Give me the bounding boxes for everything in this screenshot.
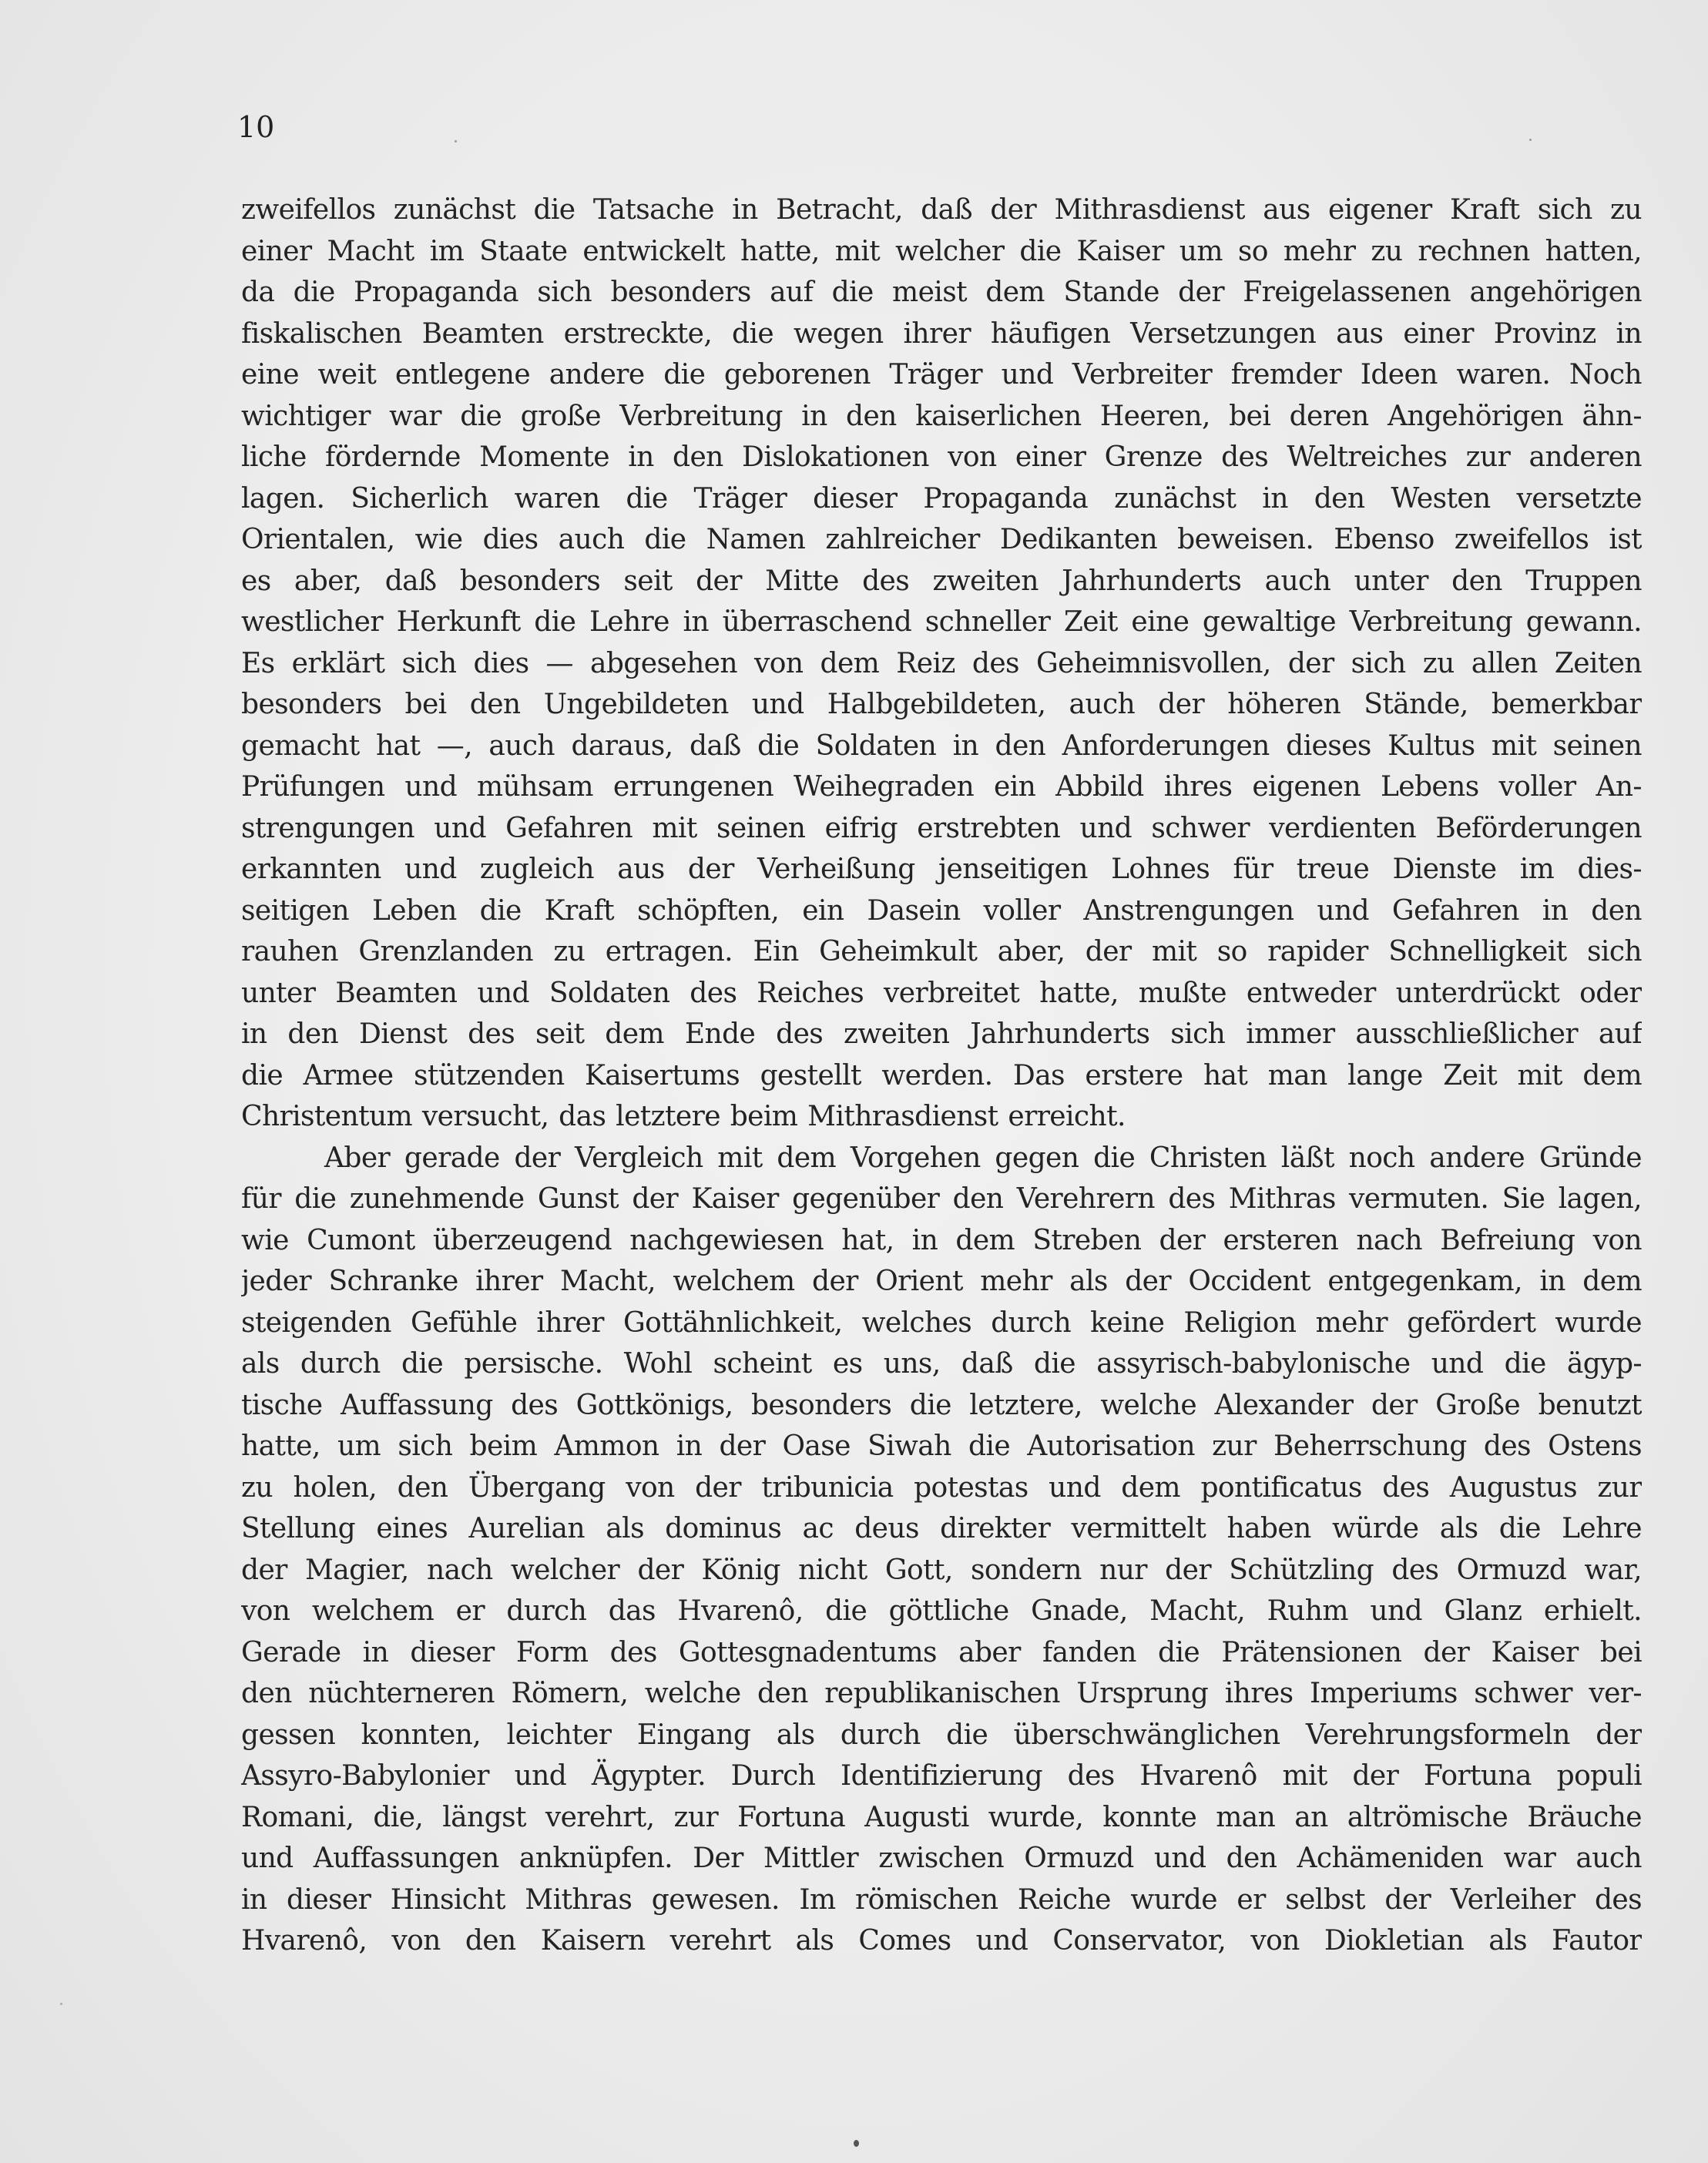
text-line: besonders bei den Ungebildeten und Halbgebildeten, auch der höheren Stände, bemerkbar bbox=[241, 689, 1642, 720]
text-line: steigenden Gefühle ihrer Gottähnlichkeit, welches durch keine Religion mehr gefördert wurde bbox=[241, 1306, 1642, 1339]
text-line: Aber gerade der Vergleich mit dem Vorgehen gegen die Christen läßt noch andere Gründe bbox=[324, 1142, 1642, 1174]
text-line: Christentum versucht, das letztere beim Mithrasdienst erreicht. bbox=[241, 1101, 1126, 1132]
text-line: einer Macht im Staate entwickelt hatte, mit welcher die Kaiser um so mehr zu rechnen hatten, bbox=[241, 235, 1642, 267]
text-line: liche fördernde Momente in den Dislokationen von einer Grenze des Weltreiches zur anderen bbox=[241, 441, 1642, 473]
text-line: den nüchterneren Römern, welche den republikanischen Ursprung ihres Imperiums schwer ver- bbox=[241, 1678, 1642, 1709]
text-line: tische Auffassung des Gottkönigs, besonders die letztere, welche Alexander der Große benutzt bbox=[241, 1389, 1642, 1421]
text-line: Es erklärt sich dies — abgesehen von dem Reiz des Geheimnisvollen, der sich zu allen Zeiten bbox=[241, 647, 1642, 679]
text-line: zu holen, den Übergang von der tribunicia potestas und dem pontificatus des Augustus zur bbox=[241, 1471, 1642, 1504]
text-line: Prüfungen und mühsam errungenen Weihegraden ein Abbild ihres eigenen Lebens voller An- bbox=[241, 771, 1642, 803]
text-line: westlicher Herkunft die Lehre in überraschend schneller Zeit eine gewaltige Verbreitung gewann. bbox=[241, 606, 1642, 638]
body-text bbox=[241, 189, 1642, 1962]
text-line: rauhen Grenzlanden zu ertragen. Ein Geheimkult aber, der mit so rapider Schnelligkeit sich bbox=[241, 936, 1642, 967]
text-line: jeder Schranke ihrer Macht, welchem der Orient mehr als der Occident entgegenkam, in dem bbox=[241, 1266, 1642, 1297]
text-line: und Auffassungen anknüpfen. Der Mittler zwischen Ormuzd und den Achämeniden war auch bbox=[241, 1843, 1642, 1874]
text-line: gessen konnten, leichter Eingang als durch die überschwänglichen Verehrungsformeln der bbox=[241, 1719, 1642, 1751]
text-line: Gerade in dieser Form des Gottesgnadentums aber fanden die Prätensionen der Kaiser bei bbox=[241, 1636, 1642, 1668]
text-line: zweifellos zunächst die Tatsache in Betracht, daß der Mithrasdienst aus eigener Kraft sich zu bbox=[241, 194, 1642, 226]
text-line: es aber, daß besonders seit der Mitte des zweiten Jahrhunderts auch unter den Truppen bbox=[241, 565, 1642, 597]
text-line: strengungen und Gefahren mit seinen eifrig erstrebten und schwer verdienten Beförderungen bbox=[241, 812, 1642, 844]
text-line: Assyro-Babylonier und Ägypter. Durch Identifizierung des Hvarenô mit der Fortuna populi bbox=[241, 1760, 1642, 1792]
text-line: Hvarenô, von den Kaisern verehrt als Comes und Conservator, von Diokletian als Fautor bbox=[241, 1925, 1642, 1957]
text-line: der Magier, nach welcher der König nicht Gott, sondern nur der Schützling des Ormuzd war, bbox=[241, 1554, 1642, 1586]
text-line: wichtiger war die große Verbreitung in den kaiserlichen Heeren, bei deren Angehörigen ähn- bbox=[241, 400, 1642, 432]
page-number: 10 bbox=[237, 110, 275, 144]
text-line: wie Cumont überzeugend nachgewiesen hat, in dem Streben der ersteren nach Befreiung von bbox=[241, 1224, 1642, 1256]
text-line: für die zunehmende Gunst der Kaiser gegenüber den Verehrern des Mithras vermuten. Sie lagen, bbox=[241, 1183, 1642, 1215]
speck-mark bbox=[854, 2140, 859, 2147]
text-line: unter Beamten und Soldaten des Reiches verbreitet hatte, mußte entweder unterdrückt oder bbox=[241, 977, 1642, 1009]
speck-mark bbox=[455, 140, 457, 143]
text-line: von welchem er durch das Hvarenô, die göttliche Gnade, Macht, Ruhm und Glanz erhielt. bbox=[241, 1595, 1642, 1627]
text-line: in dieser Hinsicht Mithras gewesen. Im römischen Reiche wurde er selbst der Verleiher des bbox=[241, 1883, 1642, 1916]
text-line: da die Propaganda sich besonders auf die meist dem Stande der Freigelassenen angehörigen bbox=[241, 277, 1642, 308]
text-line: lagen. Sicherlich waren die Träger dieser Propaganda zunächst in den Westen versetzte bbox=[241, 482, 1642, 515]
text-line: die Armee stützenden Kaisertums gestellt werden. Das erstere hat man lange Zeit mit dem bbox=[241, 1059, 1642, 1092]
text-line: als durch die persische. Wohl scheint es uns, daß die assyrisch-babylonische und die ägyp- bbox=[241, 1348, 1642, 1380]
text-line: gemacht hat —, auch daraus, daß die Soldaten in den Anforderungen dieses Kultus mit seinen bbox=[241, 729, 1642, 762]
speck-mark bbox=[1529, 139, 1532, 141]
text-line: seitigen Leben die Kraft schöpften, ein Dasein voller Anstrengungen und Gefahren in den bbox=[241, 894, 1642, 927]
speck-mark bbox=[60, 2003, 62, 2005]
text-line: Romani, die, längst verehrt, zur Fortuna Augusti wurde, konnte man an altrömische Bräuche bbox=[241, 1801, 1642, 1833]
text-line: Orientalen, wie dies auch die Namen zahlreicher Dedikanten beweisen. Ebenso zweifellos ist bbox=[241, 524, 1642, 555]
text-line: fiskalischen Beamten erstreckte, die wegen ihrer häufigen Versetzungen aus einer Provinz in bbox=[241, 317, 1642, 350]
text-line: eine weit entlegene andere die geborenen Träger und Verbreiter fremder Ideen waren. Noch bbox=[241, 359, 1642, 391]
text-line: in den Dienst des seit dem Ende des zweiten Jahrhunderts sich immer ausschließlicher auf bbox=[241, 1018, 1642, 1050]
text-line: Stellung eines Aurelian als dominus ac deus direkter vermittelt haben würde als die Lehre bbox=[241, 1513, 1642, 1544]
text-line: hatte, um sich beim Ammon in der Oase Siwah die Autorisation zur Beherrschung des Ostens bbox=[241, 1430, 1642, 1462]
text-line: erkannten und zugleich aus der Verheißung jenseitigen Lohnes für treue Dienste im dies- bbox=[241, 853, 1642, 885]
